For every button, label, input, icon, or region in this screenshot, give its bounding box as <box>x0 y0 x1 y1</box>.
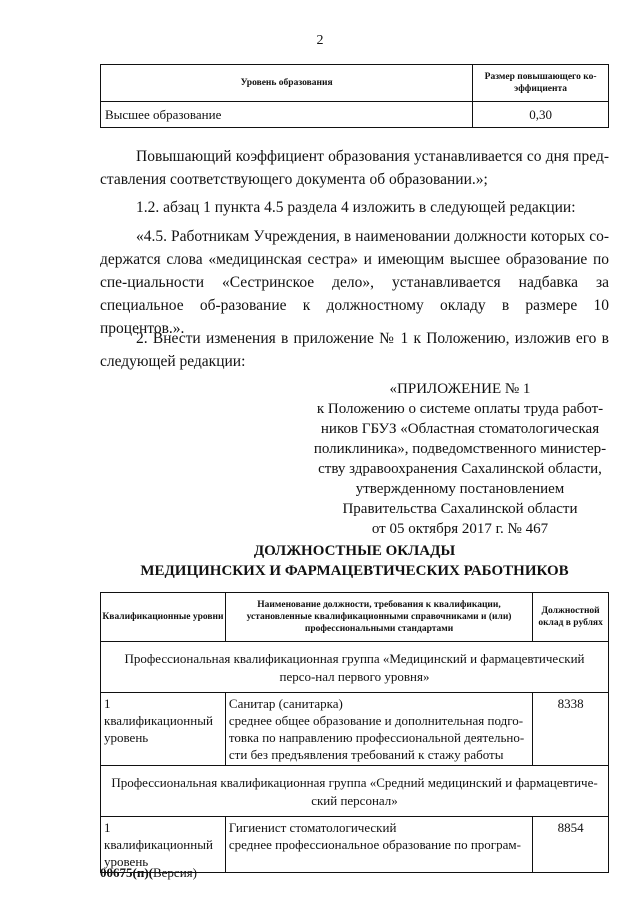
coefficient-header-text: Размер повышающего ко- эффициента <box>484 72 597 94</box>
table-row <box>101 102 609 128</box>
appendix-line: от 05 октября 2017 г. № 467 <box>371 521 549 537</box>
table-header-position-requirements: Наименование должности, требования к квалификации, установленные квалификационными справочниками и (или) профессиональными стандартами <box>225 593 532 642</box>
qualification-level-cell: 1 квалификационный уровень <box>101 817 226 873</box>
appendix-line: Правительства Сахалинской области <box>342 501 578 517</box>
heading-line-2: МЕДИЦИНСКИХ И ФАРМАЦЕВТИЧЕСКИХ РАБОТНИКОВ <box>140 563 569 579</box>
document-code: 00675(п)( <box>100 865 153 880</box>
table-header-salary: Должностной оклад в рублях <box>533 593 609 642</box>
coefficient-value-cell: 0,30 <box>473 102 609 128</box>
appendix-line: к Положению о системе оплаты труда работ- <box>316 401 604 417</box>
position-cell <box>225 693 532 766</box>
table-row <box>101 693 609 766</box>
table-header-qualification-levels: Квалификационные уровни <box>101 593 226 642</box>
education-coefficient-table <box>100 64 609 128</box>
paragraph-coefficient-date: Повышающий коэффициент образования устанавливается со дня пред-ставления соответствующего документа об образовании.»; <box>100 148 609 188</box>
appendix-line: утвержденному постановлением <box>355 481 565 497</box>
table-row <box>101 642 609 693</box>
salary-cell: 8854 <box>533 817 609 873</box>
section-heading <box>100 541 609 581</box>
education-level-cell: Высшее образование <box>101 102 473 128</box>
qualification-group-2: Профессиональная квалификационная группа «Средний медицинский и фармацевтиче-ский персонал» <box>101 766 609 817</box>
qualification-level-cell: 1 квалификационный уровень <box>101 693 226 766</box>
appendix-line: ству здравоохранения Сахалинской области, <box>318 461 602 477</box>
position-requirements: среднее профессиональное образование по програм- <box>228 837 521 852</box>
salary-table <box>100 592 609 873</box>
table-row <box>101 766 609 817</box>
position-requirements: среднее общее образование и дополнительная подго-товка по направлению профессиональной деятельно-сти без предъявления требований к стажу работы <box>228 713 525 762</box>
paragraph-amendment-2: 2. Внести изменения в приложение № 1 к Положению, изложив его в следующей редакции: <box>100 330 609 370</box>
page-number: 2 <box>316 33 324 48</box>
document-version: Версия) <box>152 865 197 880</box>
table-header-coefficient-size <box>473 65 609 102</box>
paragraph-amendment-1-2: 1.2. абзац 1 пункта 4.5 раздела 4 изложить в следующей редакции: <box>136 199 576 216</box>
appendix-line: ников ГБУЗ «Областная стоматологическая <box>320 421 600 437</box>
position-title: Гигиенист стоматологический <box>228 820 397 835</box>
document-footer <box>100 865 197 881</box>
paragraph-clause-4-5: «4.5. Работникам Учреждения, в наименовании должности которых со-держатся слова «медицинская сестра» и имеющим высшее образование по спе-циальности «Сестринское дело», устанавливается надбавка за специальное об-разование к должностному окладу в размере 10 процентов.». <box>100 228 609 337</box>
position-cell <box>225 817 532 873</box>
qualification-group-1: Профессиональная квалификационная группа «Медицинский и фармацевтический персо-нал первого уровня» <box>101 642 609 693</box>
appendix-line: поликлиника», подведомственного министер- <box>313 441 607 457</box>
position-title: Санитар (санитарка) <box>228 696 343 711</box>
salary-cell: 8338 <box>533 693 609 766</box>
appendix-block <box>300 379 620 539</box>
heading-line-1: ДОЛЖНОСТНЫЕ ОКЛАДЫ <box>253 543 456 559</box>
appendix-title: «ПРИЛОЖЕНИЕ № 1 <box>389 381 531 397</box>
table-header-education-level: Уровень образования <box>101 65 473 102</box>
